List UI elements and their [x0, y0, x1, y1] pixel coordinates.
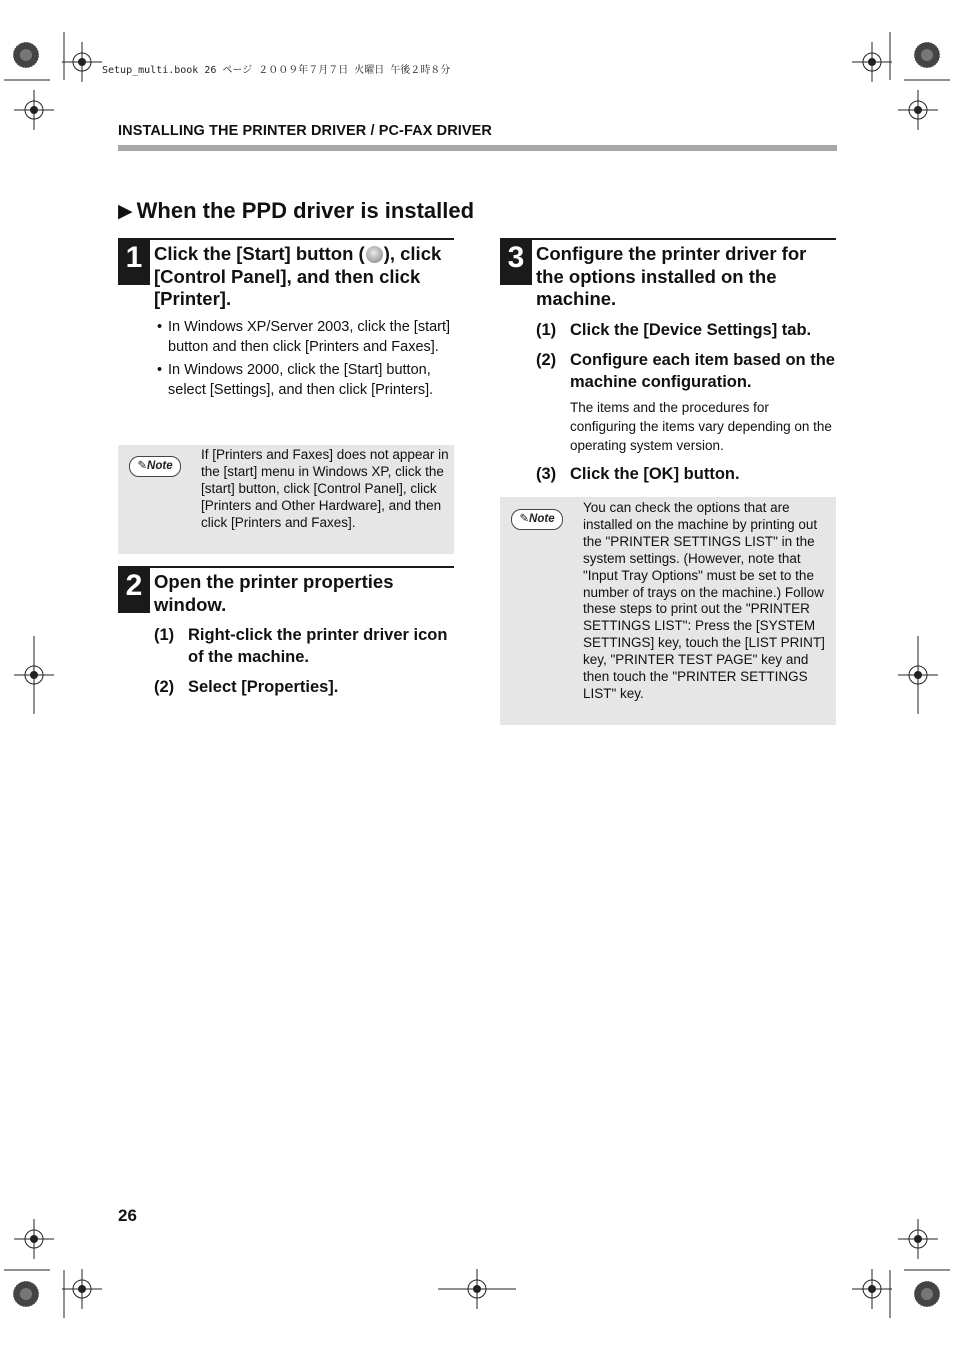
step-1-title [154, 243, 454, 311]
substep-number: (1) [154, 626, 175, 644]
substep-text: Right-click the printer driver icon of the machine. [188, 626, 448, 666]
step-2-rule [118, 566, 454, 568]
substep-number: (3) [536, 465, 557, 483]
note-badge: ✎Note [129, 456, 181, 477]
step-3-substep-3 [536, 463, 836, 487]
substep-number: (1) [536, 321, 557, 339]
step-1-number: 1 [118, 239, 150, 285]
step-2-substep-1 [154, 624, 454, 670]
step-1-note-text: If [Printers and Faxes] does not appear in the [start] menu in Windows XP, click the [start] button, click [Control Panel], click [Printers and Other Hardware], and then click [Printers and Faxes]. [201, 447, 449, 530]
step-1-title-part2: ), click [Control Panel], and then click [Printer]. [154, 243, 442, 309]
step-3-substep-2-body: The items and the procedures for configuring the items vary depending on the operating system version. [570, 400, 832, 453]
header-rule [118, 145, 837, 151]
step-3-rule [500, 238, 836, 240]
list-item: • In Windows XP/Server 2003, click the [start] button and then click [Printers and Faxes]. [155, 318, 455, 357]
step-1-rule [118, 238, 454, 240]
step-1-note-box [118, 445, 454, 554]
substep-number: (2) [536, 351, 557, 369]
step-3-note-box [500, 497, 836, 725]
step-3-number: 3 [500, 239, 532, 285]
print-info-line: Setup_multi.book 26 ページ ２００９年７月７日 火曜日 午後２時８分 [102, 65, 451, 76]
step-3-note-text: You can check the options that are installed on the machine by printing out the "PRINTER SETTINGS LIST" in the system settings. (However, note that "Input Tray Options" must be set to the number of trays on the machine.) Follow these steps to print out the "PRINTER SETTINGS LIST": Press the [SYSTEM SETTINGS] key, touch the [LIST PRINT] key, "PRINTER TEST PAGE" key and then touch the "PRINTER SETTINGS LIST" key. [583, 500, 825, 701]
substep-number: (2) [154, 678, 175, 696]
note-badge: ✎Note [511, 509, 563, 530]
step-3-substep-1 [536, 319, 836, 343]
running-header: INSTALLING THE PRINTER DRIVER / PC-FAX DRIVER [118, 123, 493, 139]
list-item: • In Windows 2000, click the [Start] button, select [Settings], and then click [Printers]. [155, 361, 455, 400]
triangle-bullet-icon: ▶ [118, 201, 133, 222]
section-title-text: When the PPD driver is installed [136, 198, 475, 223]
step-2-title: Open the printer properties window. [154, 571, 394, 615]
start-button-icon [366, 246, 383, 263]
step-3-title: Configure the printer driver for the options installed on the machine. [536, 243, 807, 309]
substep-text: Configure each item based on the machine configuration. [570, 351, 835, 391]
substep-text: Click the [OK] button. [570, 465, 740, 483]
step-1-title-part1: Click the [Start] button ( [154, 243, 365, 264]
substep-text: Click the [Device Settings] tab. [570, 321, 812, 339]
step-1-bullets [155, 318, 455, 404]
section-title [118, 198, 474, 224]
step-2-substep-2 [154, 676, 454, 700]
step-2-number: 2 [118, 567, 150, 613]
substep-text: Select [Properties]. [188, 678, 339, 696]
step-3-substep-2 [536, 349, 836, 395]
page-number: 26 [118, 1206, 137, 1225]
